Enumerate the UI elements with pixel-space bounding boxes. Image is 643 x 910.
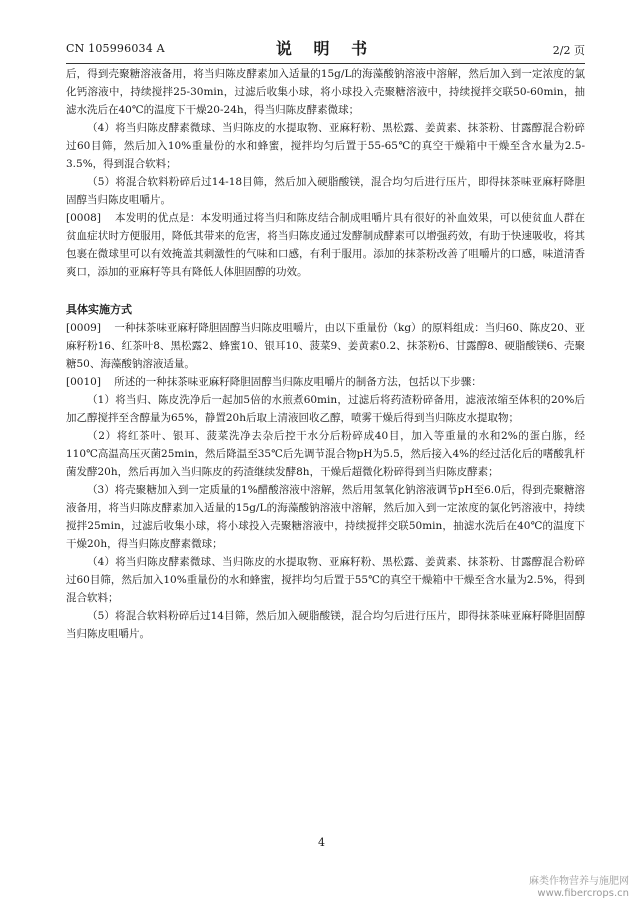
page-indicator: 2/2 页 (552, 44, 585, 57)
paragraph (66, 173, 585, 209)
paragraph-text: 后，得到壳聚糖溶液备用，将当归陈皮酵素加入适量的15g/L的海藻酸钠溶液中溶解，然后加入到一定浓度的氯化钙溶液中，持续搅拌25-30min，过滤后收集小球，将小球投入壳聚糖溶液中，持续搅拌交联50-60min，抽滤水洗后在40℃的温度下干燥20-24h，得当归陈皮酵素微球； (66, 68, 585, 116)
paragraph-text: （5）将混合软料粉碎后过14-18目筛，然后加入硬脂酸镁，混合均匀后进行压片，即得抹茶味亚麻籽降胆固醇当归陈皮咀嚼片。 (66, 176, 585, 206)
paragraph-number: [0009] (66, 322, 101, 334)
paragraph (66, 427, 585, 481)
paragraph-text: （3）将壳聚糖加入到一定质量的1%醋酸溶液中溶解，然后用氢氧化钠溶液调节pH至6.0后，得到壳聚糖溶液备用，将当归陈皮酵素加入适量的15g/L的海藻酸钠溶液中溶解，然后加入到一定浓度的氯化钙溶液中，持续搅拌25min，过滤后收集小球，将小球投入壳聚糖溶液中，持续搅拌交联50min，抽滤水洗后在40℃的温度下干燥20h，得当归陈皮酵素微球； (66, 484, 585, 550)
paragraph (66, 65, 585, 119)
paragraph (66, 373, 585, 391)
paragraph-text: （4）将当归陈皮酵素微球、当归陈皮的水提取物、亚麻籽粉、黑松露、姜黄素、抹茶粉、甘露醇混合粉碎过60目筛，然后加入10%重量份的水和蜂蜜，搅拌均匀后置于55℃的真空干燥箱中干燥至含水量为2.5%，得到混合软料； (66, 556, 585, 604)
paragraph-text: 所述的一种抹茶味亚麻籽降胆固醇当归陈皮咀嚼片的制备方法，包括以下步骤： (114, 376, 482, 388)
page-header (66, 36, 585, 62)
site-watermark (529, 876, 629, 900)
paragraph (66, 553, 585, 607)
section-heading: 具体实施方式 (66, 303, 132, 316)
paragraph-number: [0008] (66, 212, 101, 224)
paragraph (66, 119, 585, 173)
document-title: 说 明 书 (275, 39, 376, 58)
page-number: 4 (318, 836, 325, 849)
document-number: CN 105996034 A (66, 42, 165, 55)
paragraph (66, 607, 585, 643)
paragraph (66, 319, 585, 373)
paragraph (66, 481, 585, 553)
paragraph-text: 一种抹茶味亚麻籽降胆固醇当归陈皮咀嚼片，由以下重量份（kg）的原料组成：当归60、陈皮20、亚麻籽粉16、红茶叶8、黑松露2、蜂蜜10、银耳10、菠菜9、姜黄素0.2、抹茶粉6、甘露醇8、硬脂酸镁6、壳聚糖50、海藻酸钠溶液适量。 (66, 322, 585, 370)
paragraph-text: （4）将当归陈皮酵素微球、当归陈皮的水提取物、亚麻籽粉、黑松露、姜黄素、抹茶粉、甘露醇混合粉碎过60目筛，然后加入10%重量份的水和蜂蜜，搅拌均匀后置于55-65℃的真空干燥箱中干燥至含水量为2.5-3.5%，得到混合软料； (66, 122, 585, 170)
document-body (66, 65, 585, 643)
paragraph-text: （5）将混合软料粉碎后过14目筛，然后加入硬脂酸镁，混合均匀后进行压片，即得抹茶味亚麻籽降胆固醇当归陈皮咀嚼片。 (66, 610, 585, 640)
paragraph-text: 本发明的优点是：本发明通过将当归和陈皮结合制成咀嚼片具有很好的补血效果，可以使贫血人群在贫血症状时方便服用，降低其带来的危害，将当归陈皮通过发酵制成酵素可以增强药效，有助于快速吸收，将其包裹在微球里可以有效掩盖其刺激性的气味和口感，有利于服用。添加的抹茶粉改善了咀嚼片的口感，味道清香爽口，添加的亚麻籽等具有降低人体胆固醇的功效。 (66, 212, 585, 278)
paragraph-text: （2）将红茶叶、银耳、菠菜洗净去杂后控干水分后粉碎成40目，加入等重量的水和2%的蛋白胨，经110℃高温高压灭菌25min，然后降温至35℃后先调节混合物pH为5.5，然后接入4%的经过活化后的嗜酸乳杆菌发酵20h，然后再加入当归陈皮的药渣继续发酵8h，干燥后超微化粉碎得到当归陈皮酵素； (66, 430, 585, 478)
header-rule (66, 63, 585, 64)
paragraph-number: [0010] (66, 376, 101, 388)
paragraph (66, 209, 585, 281)
paragraph (66, 391, 585, 427)
watermark-url: www.fibercrops.cn (537, 888, 629, 899)
section-spacer (66, 281, 585, 299)
paragraph-text: （1）将当归、陈皮洗净后一起加5倍的水煎煮60min，过滤后将药渣粉碎备用，滤液浓缩至体积的20%后加乙醇搅拌至含醇量为65%，静置20h后取上清液回收乙醇，喷雾干燥后得到当归陈皮水提取物； (66, 394, 585, 424)
watermark-site-name: 麻类作物营养与施肥网 (529, 876, 629, 887)
